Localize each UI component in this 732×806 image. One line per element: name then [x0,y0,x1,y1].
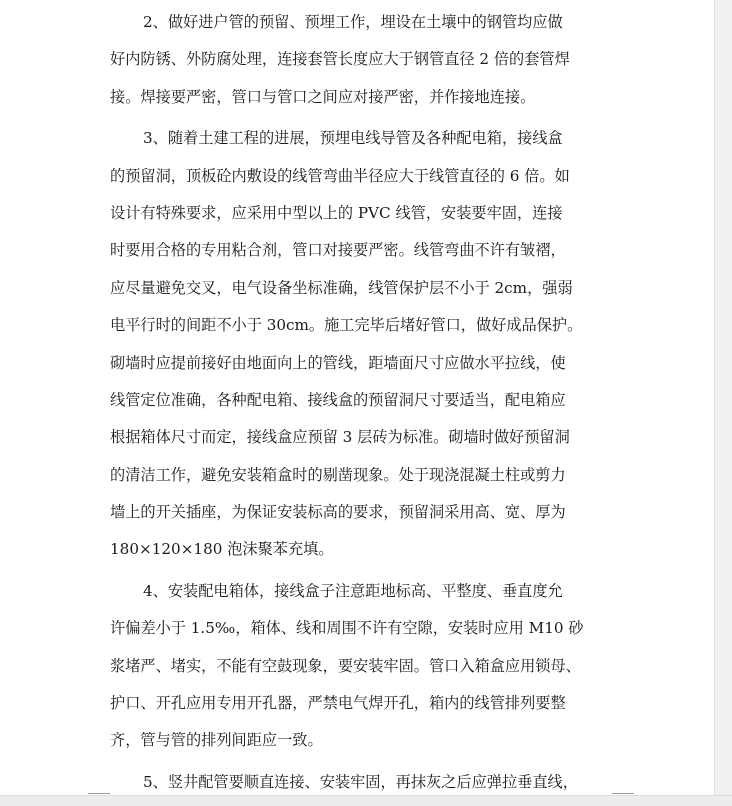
paragraph-line: 的清洁工作，避免安装箱盒时的剔凿现象。处于现浇混凝土柱或剪力 [110,465,566,484]
vertical-scrollbar[interactable] [714,0,732,806]
paragraph-line: 2、做好进户管的预留、预埋工作，埋设在土壤中的钢管均应做 [143,13,563,31]
paragraph-5 [110,764,610,801]
paragraph-line: 3、随着土建工程的进展，预埋电线导管及各种配电箱，接线盒 [143,129,563,148]
paragraph-line: 浆堵严、堵实，不能有空鼓现象，要安装牢固。管口入箱盒应用锁母、 [110,656,581,675]
paragraph-line: 墙上的开关插座，为保证安装标高的要求，预留洞采用高、宽、厚为 [110,503,566,522]
paragraph-line: 砌墙时应提前接好由地面向上的管线，距墙面尺寸应做水平拉线，使 [110,353,566,372]
paragraph-line: 时要用合格的专用粘合剂，管口对接要严密。线管弯曲不许有皱褶， [110,241,566,260]
paragraph-line: 的预留洞，顶板砼内敷设的线管弯曲半径应大于线管直径的 6 倍。如 [110,166,570,185]
paragraph-line: 电平行时的间距不小于 30cm。施工完毕后堵好管口，做好成品保护。 [110,316,583,335]
page-corner-mark-right [612,793,634,794]
paragraph-line: 护口、开孔应用专用开孔器，严禁电气焊开孔，箱内的线管排列要整 [110,694,566,713]
paragraph-line: 应尽量避免交叉，电气设备坐标准确，线管保护层不小于 2cm，强弱 [110,278,573,297]
paragraph-line: 180×120×180 泡沫聚苯充填。 [110,540,334,559]
paragraph-line: 设计有特殊要求，应采用中型以上的 PVC 线管，安装要牢固，连接 [110,203,563,222]
paragraph-line: 齐，管与管的排列间距应一致。 [110,731,323,750]
paragraph-line: 4、安装配电箱体，接线盒子注意距地标高、平整度、垂直度允 [143,581,563,600]
page-corner-mark-left [88,793,110,794]
paragraph-line: 根据箱体尺寸而定，接线盒应预留 3 层砖为标准。砌墙时做好预留洞 [110,428,570,447]
paragraph-line: 5、竖井配管要顺直连接、安装牢固，再抹灰之后应弹拉垂直线， [143,772,578,791]
paragraph-line: 许偏差小于 1.5‰，箱体、线和周围不许有空隙，安装时应用 M10 砂 [110,619,584,638]
paragraph-line: 线管定位准确，各种配电箱、接线盒的预留洞尺寸要适当，配电箱应 [110,390,566,409]
document-page [110,4,610,801]
paragraph-3 [110,120,610,569]
paragraph-2 [110,4,610,116]
paragraph-line: 接。焊接要严密，管口与管口之间应对接严密，并作接地连接。 [110,87,536,106]
paragraph-4 [110,573,610,760]
paragraph-line: 好内防锈、外防腐处理，连接套管长度应大于钢管直径 2 倍的套管焊 [110,50,570,69]
